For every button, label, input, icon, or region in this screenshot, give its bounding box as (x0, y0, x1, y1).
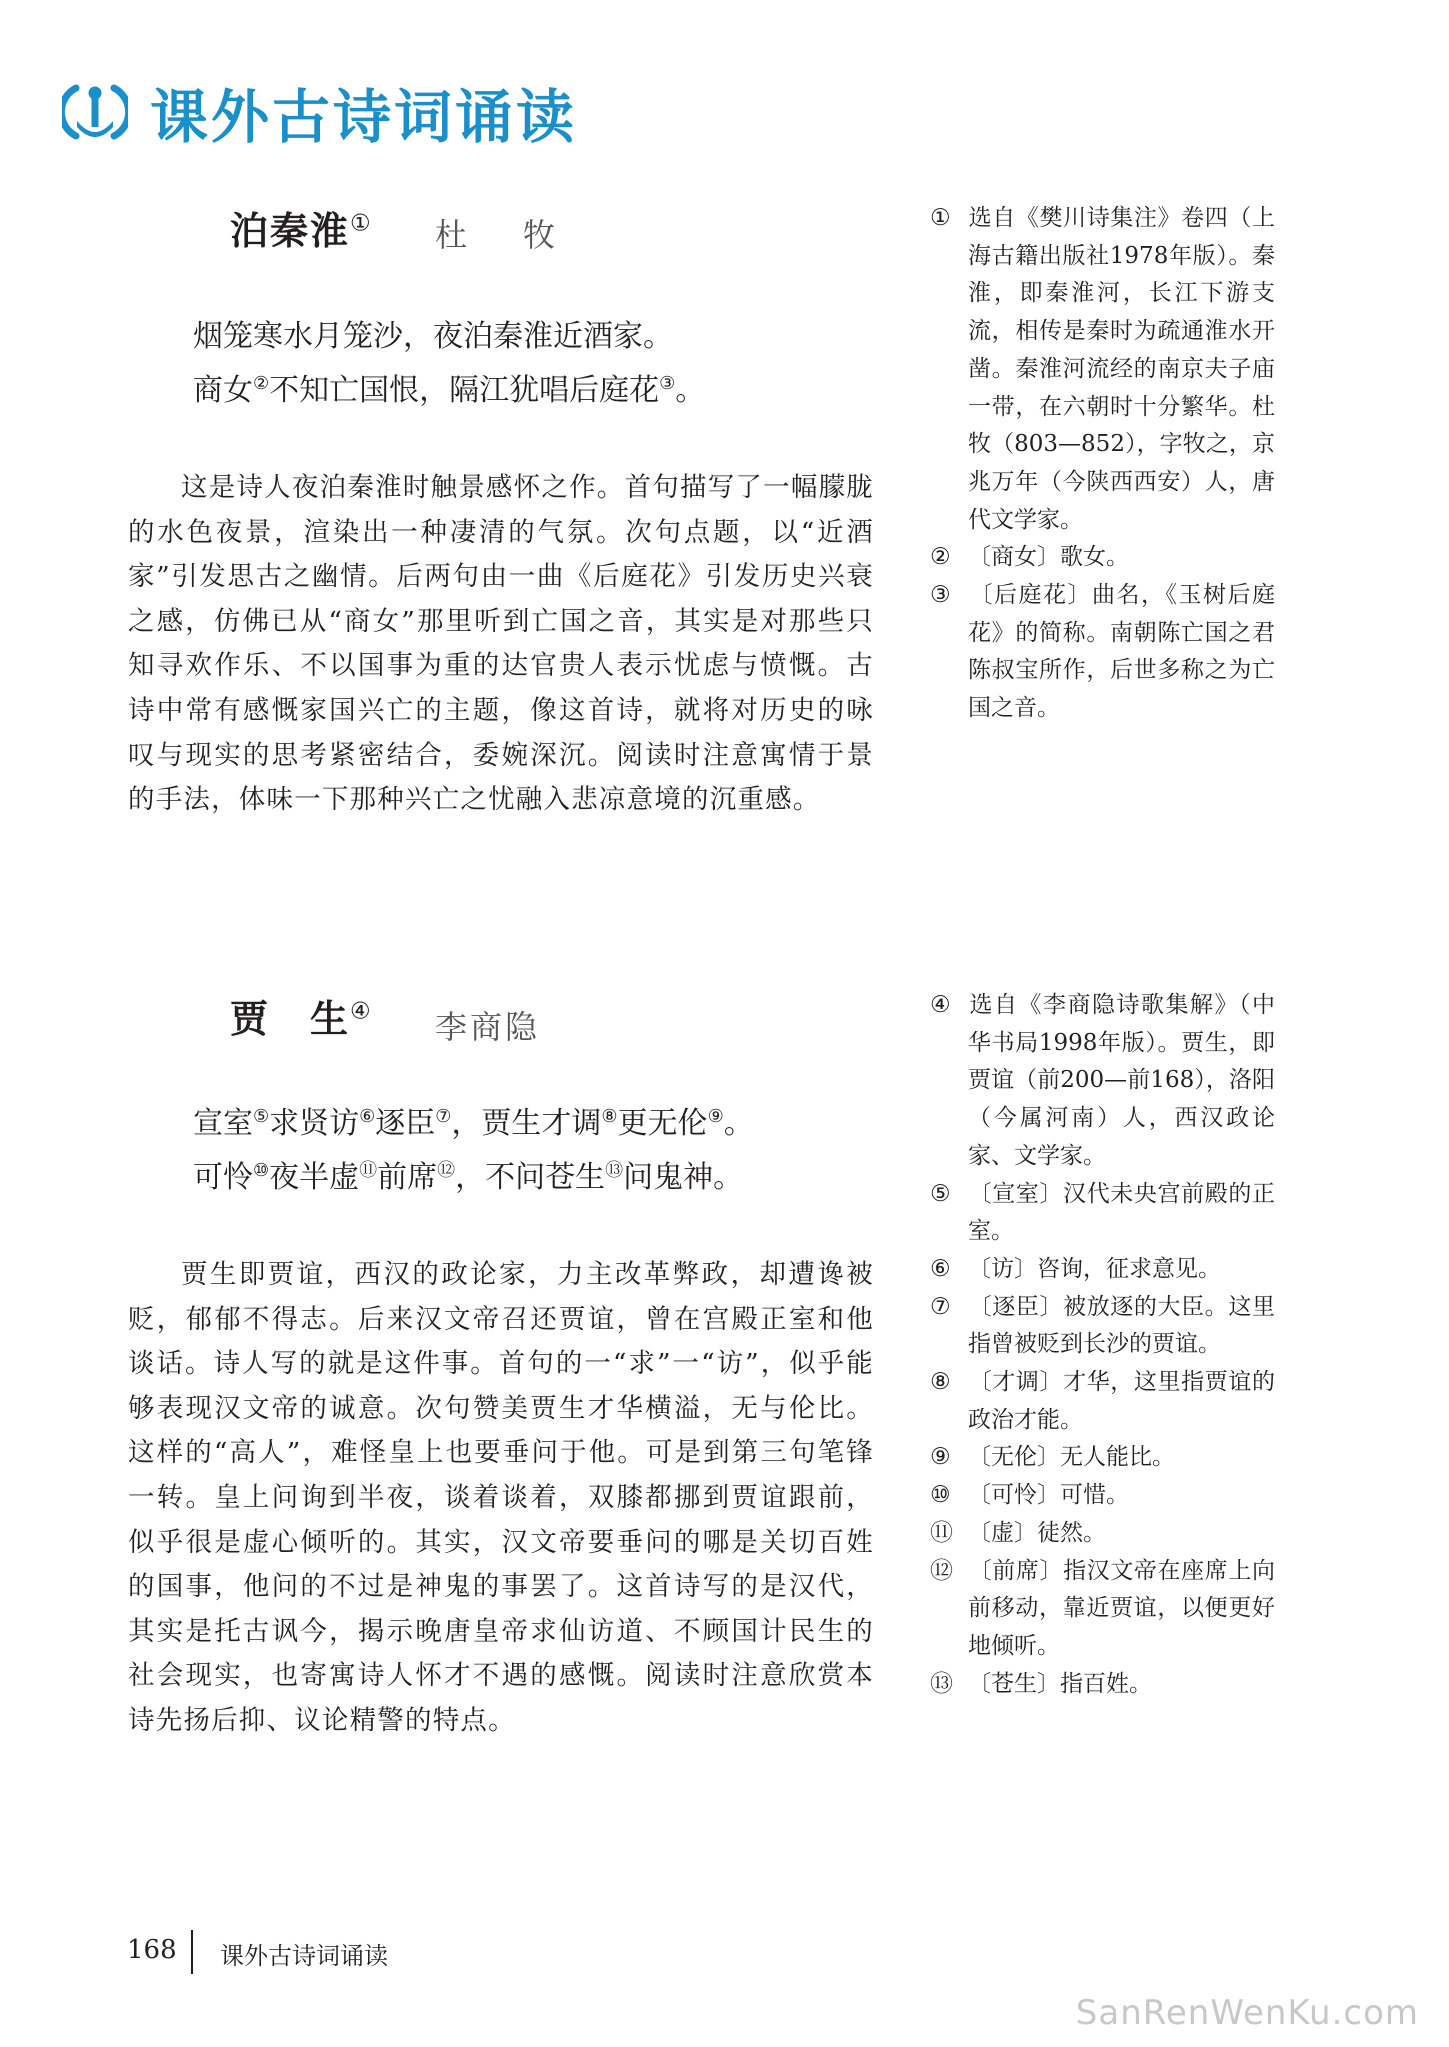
note-ref: ⑥ (359, 1106, 376, 1127)
verse-text: 更无伦 (617, 1106, 708, 1141)
footnote-marker: ⑪ (930, 1519, 953, 1546)
footnote-text: 〔虚〕徒然。 (968, 1519, 1106, 1546)
verse-text: 。 (723, 1106, 754, 1141)
note-ref: ⑬ (605, 1160, 624, 1181)
anchor-logo-icon (62, 79, 128, 145)
footnote-marker: ⑨ (930, 1444, 951, 1471)
footnote-marker: ① (930, 205, 951, 231)
footnote (930, 987, 1275, 1176)
verse-text: 夜半虚 (269, 1160, 360, 1195)
verse-text: 问鬼神。 (623, 1160, 744, 1195)
verse-text: 。 (675, 373, 706, 408)
footnote (930, 1251, 1275, 1289)
footer-section-name: 课外古诗词诵读 (220, 1942, 388, 1970)
footnote-marker: ② (930, 544, 951, 571)
note-ref: ⑦ (435, 1106, 452, 1127)
verse-text: 烟笼寒水月笼沙，夜泊秦淮近酒家。 (193, 319, 673, 354)
footnote-text: 〔后庭花〕曲名，《玉树后庭花》的简称。南朝陈亡国之君陈叔宝所作，后世多称之为亡国之音。 (968, 582, 1275, 722)
footnotes (930, 200, 1275, 728)
verse-text: 逐臣 (375, 1106, 436, 1141)
footnote-marker: ⑦ (930, 1293, 951, 1320)
verse-text: ，不问苍生 (455, 1160, 606, 1195)
footnote-marker: ④ (930, 992, 951, 1018)
footnote (930, 1289, 1275, 1364)
footnote (930, 200, 1275, 539)
poem-line (193, 1152, 743, 1196)
footnote-text: 〔访〕咨询，征求意见。 (968, 1255, 1221, 1282)
footnote-text: 〔无伦〕无人能比。 (968, 1444, 1175, 1471)
footnote-text: 〔苍生〕指百姓。 (968, 1670, 1152, 1697)
note-ref: ⑨ (707, 1106, 724, 1127)
footnote-marker: ⑥ (930, 1255, 951, 1282)
footnote-text: 〔才调〕才华，这里指贾谊的政治才能。 (968, 1369, 1275, 1433)
footnote-marker: ⑬ (930, 1670, 953, 1697)
poem-title: 贾 生④ (230, 996, 373, 1041)
footnote-text: 〔宣室〕汉代未央宫前殿的正室。 (968, 1180, 1275, 1245)
verse-text: 不知亡国恨，隔江犹唱后庭花 (269, 373, 660, 408)
footnote (930, 1364, 1275, 1439)
note-ref: ⑧ (601, 1106, 618, 1127)
footnote (930, 1553, 1275, 1666)
poem-title: 泊秦淮① (230, 208, 373, 253)
note-ref: ⑫ (437, 1160, 456, 1181)
poem-commentary: 贾生即贾谊，西汉的政论家，力主改革弊政，却遭谗被贬，郁郁不得志。后来汉文帝召还贾谊，曾在宫殿正室和他谈话。诗人写的就是这件事。首句的一“求”一“访”，似乎能够表现汉文帝的诚意。次句赞美贾生才华横溢，无与伦比。这样的“高人”，难怪皇上也要垂问于他。可是到第三句笔锋一转。皇上问询到半夜，谈着谈着，双膝都挪到贾谊跟前，似乎很是虚心倾听的。其实，汉文帝要垂问的哪是关切百姓的国事，他问的不过是神鬼的事罢了。这首诗写的是汉代，其实是托古讽今，揭示晚唐皇帝求仙访道、不顾国计民生的社会现实，也寄寓诗人怀才不遇的感慨。阅读时注意欣赏本诗先扬后抑、议论精警的特点。 (128, 1259, 874, 1736)
footnote (930, 1176, 1275, 1251)
footnote-text: 〔可怜〕可惜。 (968, 1482, 1129, 1509)
footnote-marker: ③ (930, 582, 951, 609)
poem-line (193, 365, 705, 409)
poem-author: 李商隐 (435, 1008, 541, 1046)
note-ref: ⑩ (253, 1160, 270, 1181)
verse-text: ，贾生才调 (451, 1106, 602, 1141)
footnotes (930, 987, 1275, 1703)
note-ref: ③ (659, 373, 676, 394)
note-ref: ⑤ (253, 1106, 270, 1127)
footnote (930, 1439, 1275, 1477)
poem-commentary: 这是诗人夜泊秦淮时触景感怀之作。首句描写了一幅朦胧的水色夜景，渲染出一种凄清的气氛。次句点题，以“近酒家”引发思古之幽情。后两句由一曲《后庭花》引发历史兴衰之感，仿佛已从“商女”那里听到亡国之音，其实是对那些只知寻欢作乐、不以国事为重的达官贵人表示忧虑与愤慨。古诗中常有感慨家国兴亡的主题，像这首诗，就将对历史的咏叹与现实的思考紧密结合，委婉深沉。阅读时注意寓情于景的手法，体味一下那种兴亡之忧融入悲凉意境的沉重感。 (128, 472, 874, 816)
watermark: SanRenWenKu.com (1075, 1993, 1419, 2033)
footnote-text: 〔商女〕歌女。 (968, 544, 1129, 571)
footnote (930, 1477, 1275, 1515)
note-ref: ② (253, 373, 270, 394)
poem-line (193, 311, 673, 355)
page-number: 168 (127, 1935, 177, 1965)
section-title: 课外古诗词诵读 (150, 83, 578, 151)
footnote-text: 选自《李商隐诗歌集解》（中华书局1998年版）。贾生，即贾谊（前200—前168），洛阳（今属河南）人，西汉政论家、文学家。 (968, 992, 1275, 1169)
verse-text: 可怜 (193, 1160, 253, 1195)
verse-text: 求贤访 (269, 1106, 360, 1141)
footnote (930, 1666, 1275, 1704)
poem-author: 杜 牧 (435, 216, 568, 254)
note-ref: ⑪ (359, 1160, 378, 1181)
footnote-text: 〔前席〕指汉文帝在座席上向前移动，靠近贾谊，以便更好地倾听。 (968, 1557, 1275, 1659)
footnote-text: 〔逐臣〕被放逐的大臣。这里指曾被贬到长沙的贾谊。 (968, 1293, 1275, 1358)
footnote (930, 539, 1275, 577)
footer-divider (191, 1930, 193, 1974)
footnote-marker: ⑤ (930, 1180, 951, 1207)
verse-text: 前席 (377, 1160, 438, 1195)
poem-line (193, 1098, 754, 1142)
page-header (62, 72, 577, 152)
verse-text: 商女 (193, 373, 253, 408)
footnote-marker: ⑩ (930, 1482, 951, 1509)
verse-text: 宣室 (193, 1106, 253, 1141)
footnote (930, 577, 1275, 728)
footnote-text: 选自《樊川诗集注》卷四（上海古籍出版社1978年版）。秦淮，即秦淮河，长江下游支流，相传是秦时为疏通淮水开凿。秦淮河流经的南京夫子庙一带，在六朝时十分繁华。杜牧（803—852），字牧之，京兆万年（今陕西西安）人，唐代文学家。 (968, 205, 1275, 533)
footnote (930, 1515, 1275, 1553)
footnote-marker: ⑫ (930, 1557, 953, 1584)
footnote-marker: ⑧ (930, 1369, 951, 1396)
